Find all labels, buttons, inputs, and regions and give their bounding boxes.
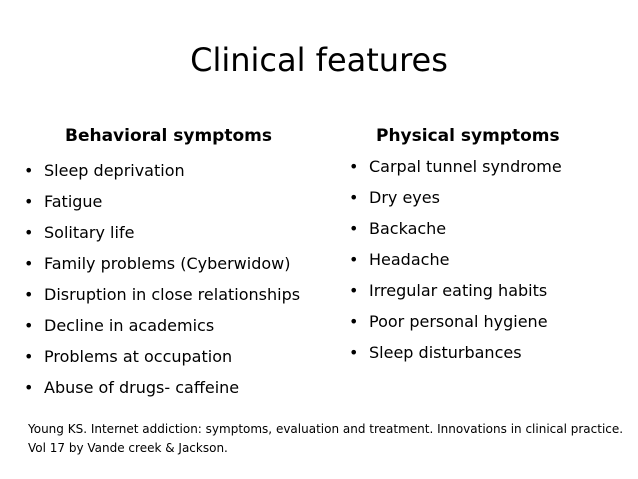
bullet-icon: • xyxy=(24,378,34,397)
bullet-icon: • xyxy=(349,188,359,207)
list-item xyxy=(347,151,632,182)
reference-citation: Young KS. Internet addiction: symptoms, evaluation and treatment. Innovations in clinical practice. Vol 17 by Vande creek & Jackson. xyxy=(28,422,624,455)
bullet-icon: • xyxy=(349,281,359,300)
behavioral-symptoms-list xyxy=(22,155,332,403)
bullet-icon: • xyxy=(349,250,359,269)
bullet-icon: • xyxy=(24,161,34,180)
bullet-icon: • xyxy=(24,316,34,335)
list-item-text: Problems at occupation xyxy=(44,347,233,366)
list-item-text: Backache xyxy=(369,219,447,238)
list-item xyxy=(22,341,332,372)
list-item-text: Family problems (Cyberwidow) xyxy=(44,254,291,273)
list-item xyxy=(22,186,332,217)
list-item-text: Headache xyxy=(369,250,450,269)
list-item-text: Sleep deprivation xyxy=(44,161,185,180)
physical-symptoms-heading: Physical symptoms xyxy=(376,126,560,146)
physical-symptoms-list xyxy=(347,151,632,368)
list-item xyxy=(347,244,632,275)
list-item-text: Abuse of drugs- caffeine xyxy=(44,378,240,397)
list-item xyxy=(347,306,632,337)
bullet-icon: • xyxy=(349,312,359,331)
list-item-text: Poor personal hygiene xyxy=(369,312,548,331)
list-item-text: Disruption in close relationships xyxy=(44,285,301,304)
behavioral-symptoms-heading: Behavioral symptoms xyxy=(65,126,272,146)
list-item xyxy=(22,372,332,403)
list-item-text: Decline in academics xyxy=(44,316,215,335)
slide-title: Clinical features xyxy=(190,41,448,79)
list-item xyxy=(22,155,332,186)
list-item xyxy=(347,275,632,306)
bullet-icon: • xyxy=(24,223,34,242)
list-item-text: Dry eyes xyxy=(369,188,440,207)
list-item xyxy=(347,337,632,368)
list-item-text: Fatigue xyxy=(44,192,103,211)
list-item-text: Sleep disturbances xyxy=(369,343,522,362)
list-item-text: Carpal tunnel syndrome xyxy=(369,157,562,176)
bullet-icon: • xyxy=(24,254,34,273)
list-item xyxy=(22,248,332,279)
bullet-icon: • xyxy=(349,219,359,238)
list-item xyxy=(22,217,332,248)
list-item-text: Solitary life xyxy=(44,223,135,242)
bullet-icon: • xyxy=(24,285,34,304)
list-item xyxy=(22,310,332,341)
bullet-icon: • xyxy=(24,347,34,366)
list-item xyxy=(347,213,632,244)
bullet-icon: • xyxy=(349,157,359,176)
bullet-icon: • xyxy=(24,192,34,211)
list-item xyxy=(22,279,332,310)
bullet-icon: • xyxy=(349,343,359,362)
list-item-text: Irregular eating habits xyxy=(369,281,548,300)
list-item xyxy=(347,182,632,213)
